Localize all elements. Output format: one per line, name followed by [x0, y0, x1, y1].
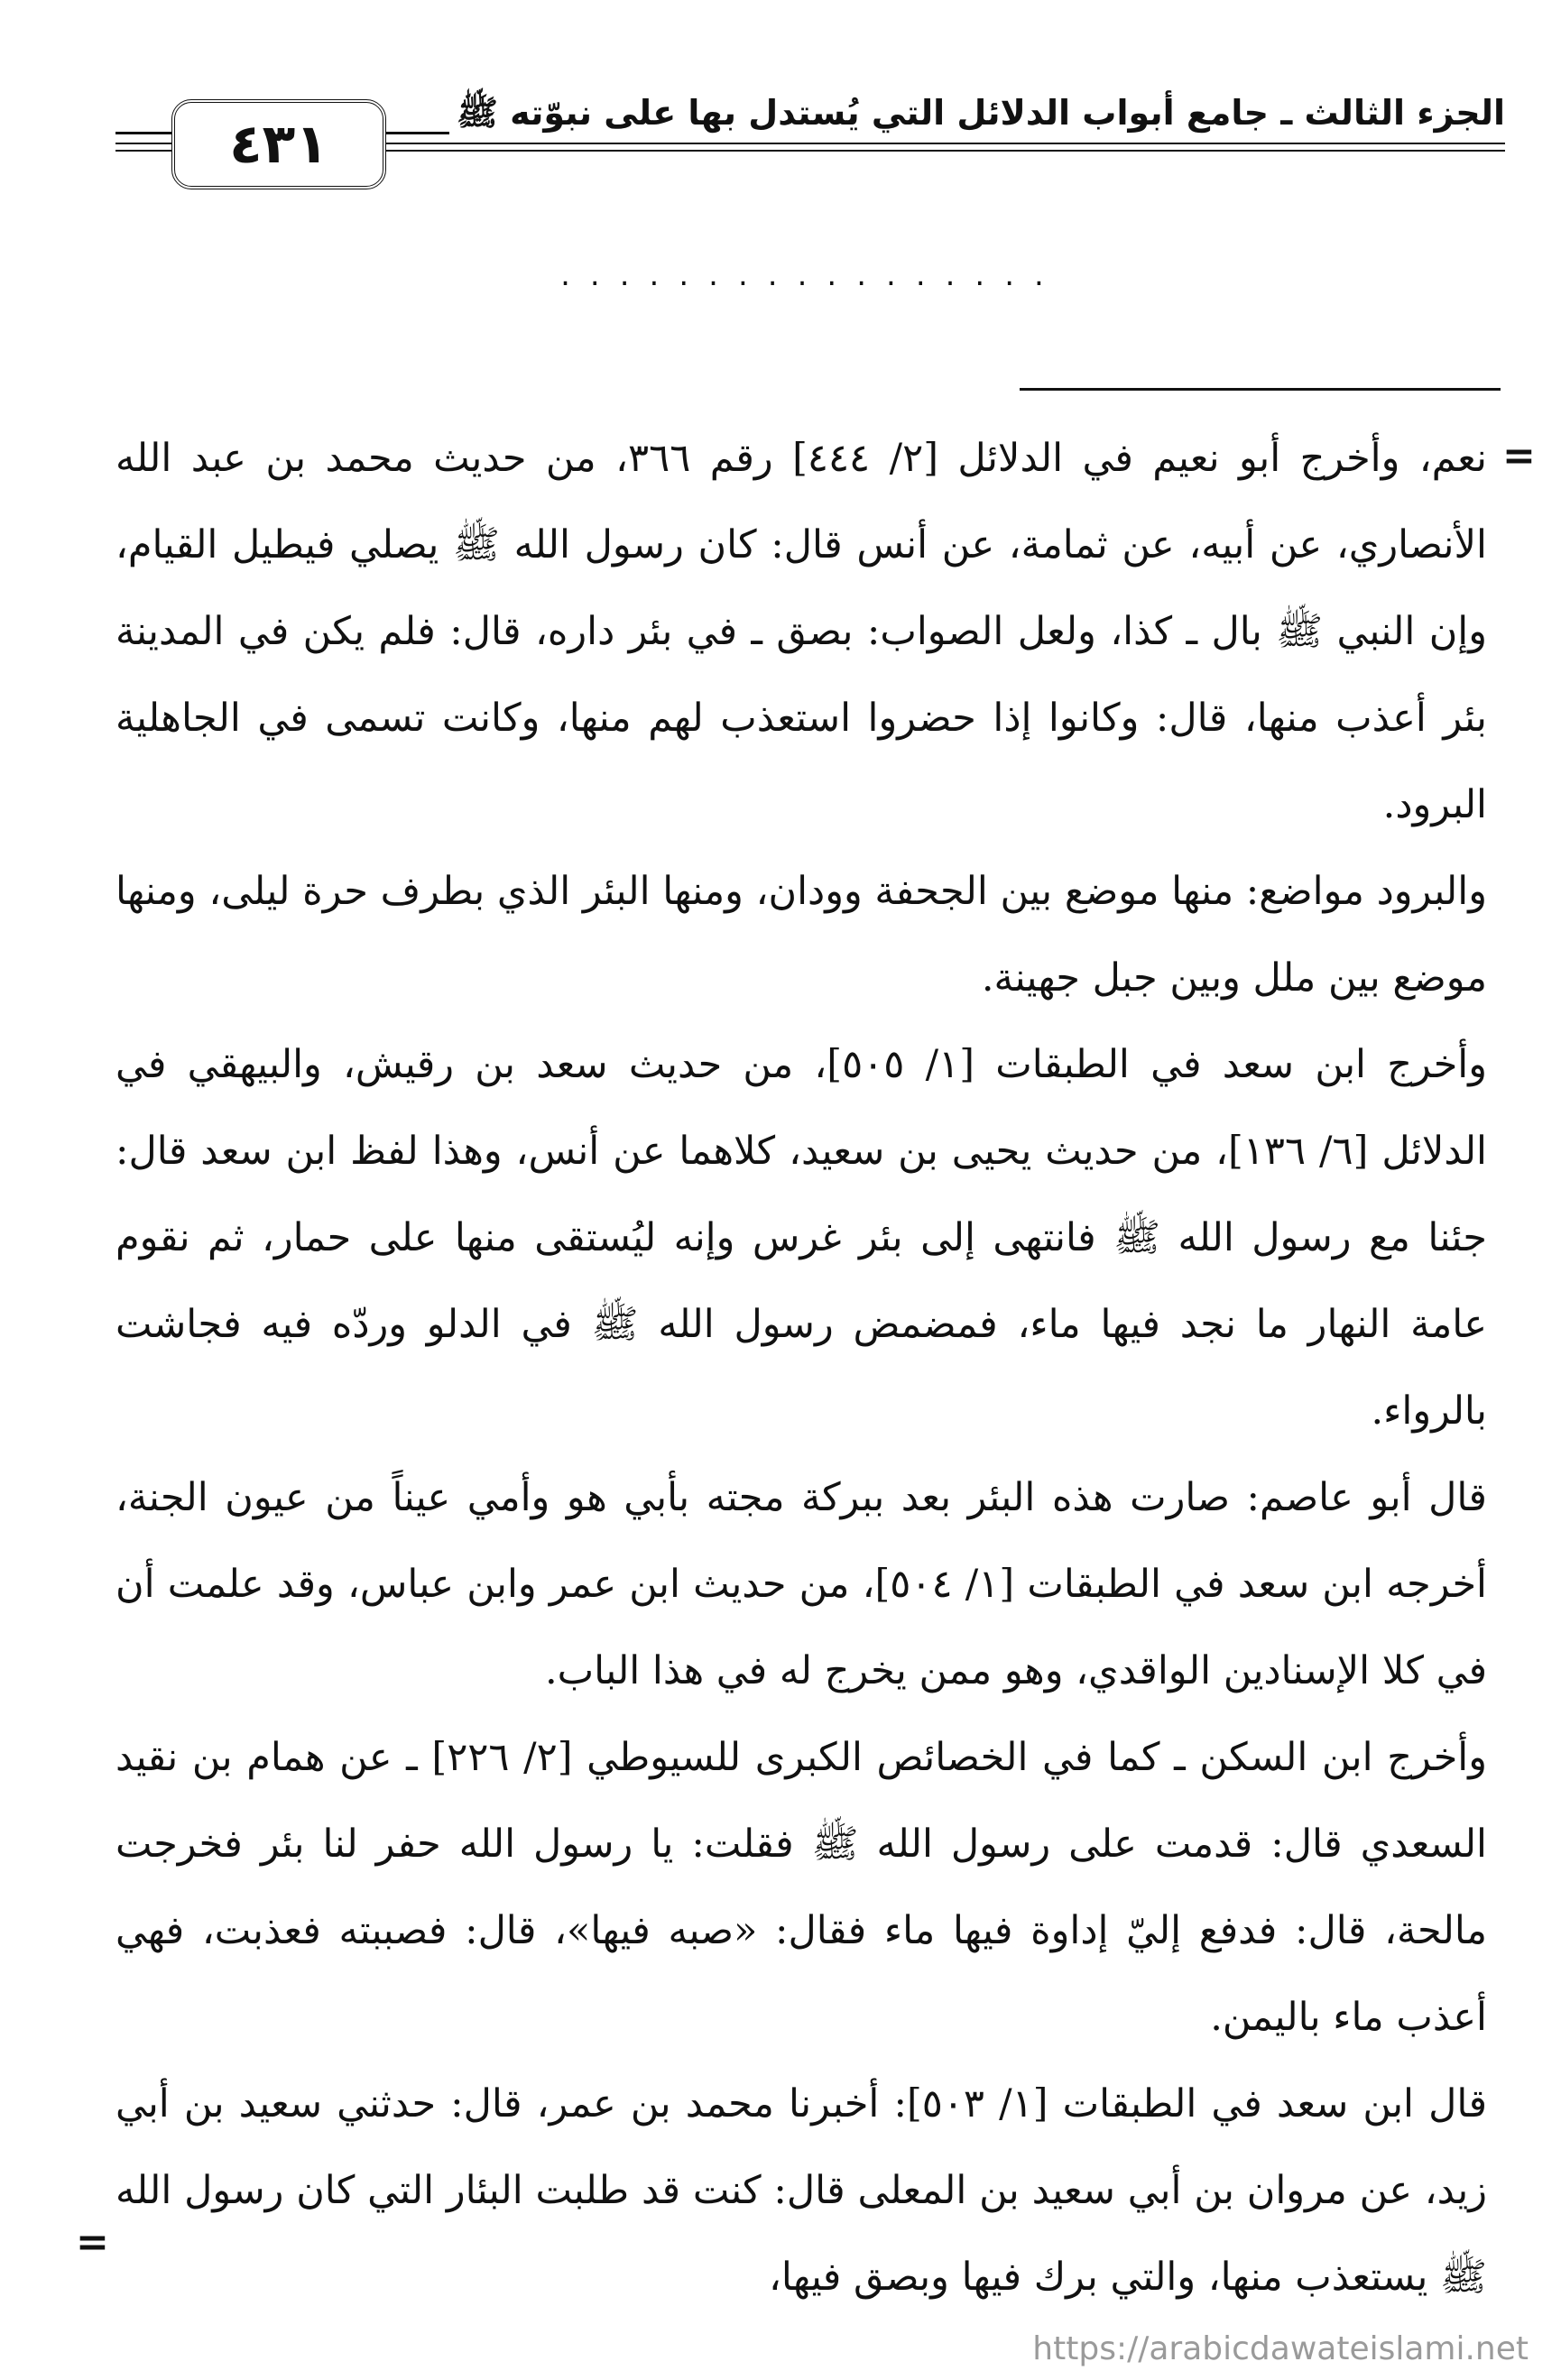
page-number: ٤٣١ [229, 113, 328, 176]
dotted-separator: ................. [560, 257, 1064, 293]
paragraph: والبرود مواضع: منها موضع بين الجحفة وودان، ومنها البئر الذي بطرف حرة ليلى، ومنها موضع بين ملل وبين جبل جهينة. [115, 869, 1487, 1001]
paragraph: نعم، وأخرج أبو نعيم في الدلائل [٢/ ٤٤٤] رقم ٣٦٦، من حديث محمد بن عبد الله الأنصاري، عن أبيه، عن ثمامة، عن أنس قال: كان رسول الله ﷺ يصلي فيطيل القيام، وإن النبي ﷺ بال ـ كذا، ولعل الصواب: بصق ـ في بئر داره، قال: فلم يكن في المدينة بئر أعذب منها، قال: وكانوا إذا حضروا استعذب لهم منها، وكانت تسمى في الجاهلية البرود. [115, 436, 1488, 827]
continuation-marker-bottom: = [76, 2219, 109, 2265]
running-header-title: الجزء الثالث ـ جامع أبواب الدلائل التي يُستدل بها على نبوّته ﷺ [449, 92, 1505, 142]
footnote-body [115, 415, 1487, 2320]
footnote-rule [1020, 388, 1501, 391]
page-header [115, 90, 1505, 189]
continuation-marker-top: = [1502, 433, 1536, 479]
paragraph: وأخرج ابن السكن ـ كما في الخصائص الكبرى للسيوطي [٢/ ٢٢٦] ـ عن همام بن نقيد السعدي قال: قدمت على رسول الله ﷺ فقلت: يا رسول الله حفر لنا بئر فخرجت مالحة، قال: فدفع إليّ إداوة فيها ماء فقال: «صبه فيها»، قال: فصببته فعذبت، فهي أعذب ماء باليمن. [115, 1735, 1487, 2040]
paragraph: قال أبو عاصم: صارت هذه البئر بعد ببركة مجته بأبي هو وأمي عيناً من عيون الجنة، أخرجه ابن سعد في الطبقات [١/ ٥٠٤]، من حديث ابن عمر وابن عباس، وقد علمت أن في كلا الإسنادين الواقدي، وهو ممن يخرج له في هذا الباب. [115, 1475, 1488, 1693]
page-number-box [171, 99, 386, 189]
paragraph: قال ابن سعد في الطبقات [١/ ٥٠٣]: أخبرنا محمد بن عمر، قال: حدثني سعيد بن أبي زيد، عن مروان بن أبي سعيد بن المعلى قال: كنت قد طلبت البئار التي كان رسول الله ﷺ يستعذب منها، والتي برك فيها وبصق فيها، [115, 2081, 1488, 2300]
watermark-url: https://arabicdawateislami.net [1032, 2330, 1529, 2367]
paragraph: وأخرج ابن سعد في الطبقات [١/ ٥٠٥]، من حديث سعد بن رقيش، والبيهقي في الدلائل [٦/ ١٣٦]، من حديث يحيى بن سعيد، كلاهما عن أنس، وهذا لفظ ابن سعد قال: جئنا مع رسول الله ﷺ فانتهى إلى بئر غرس وإنه ليُستقى منها على حمار، ثم نقوم عامة النهار ما نجد فيها ماء، فمضمض رسول الله ﷺ في الدلو وردّه فيه فجاشت بالرواء. [115, 1042, 1488, 1434]
